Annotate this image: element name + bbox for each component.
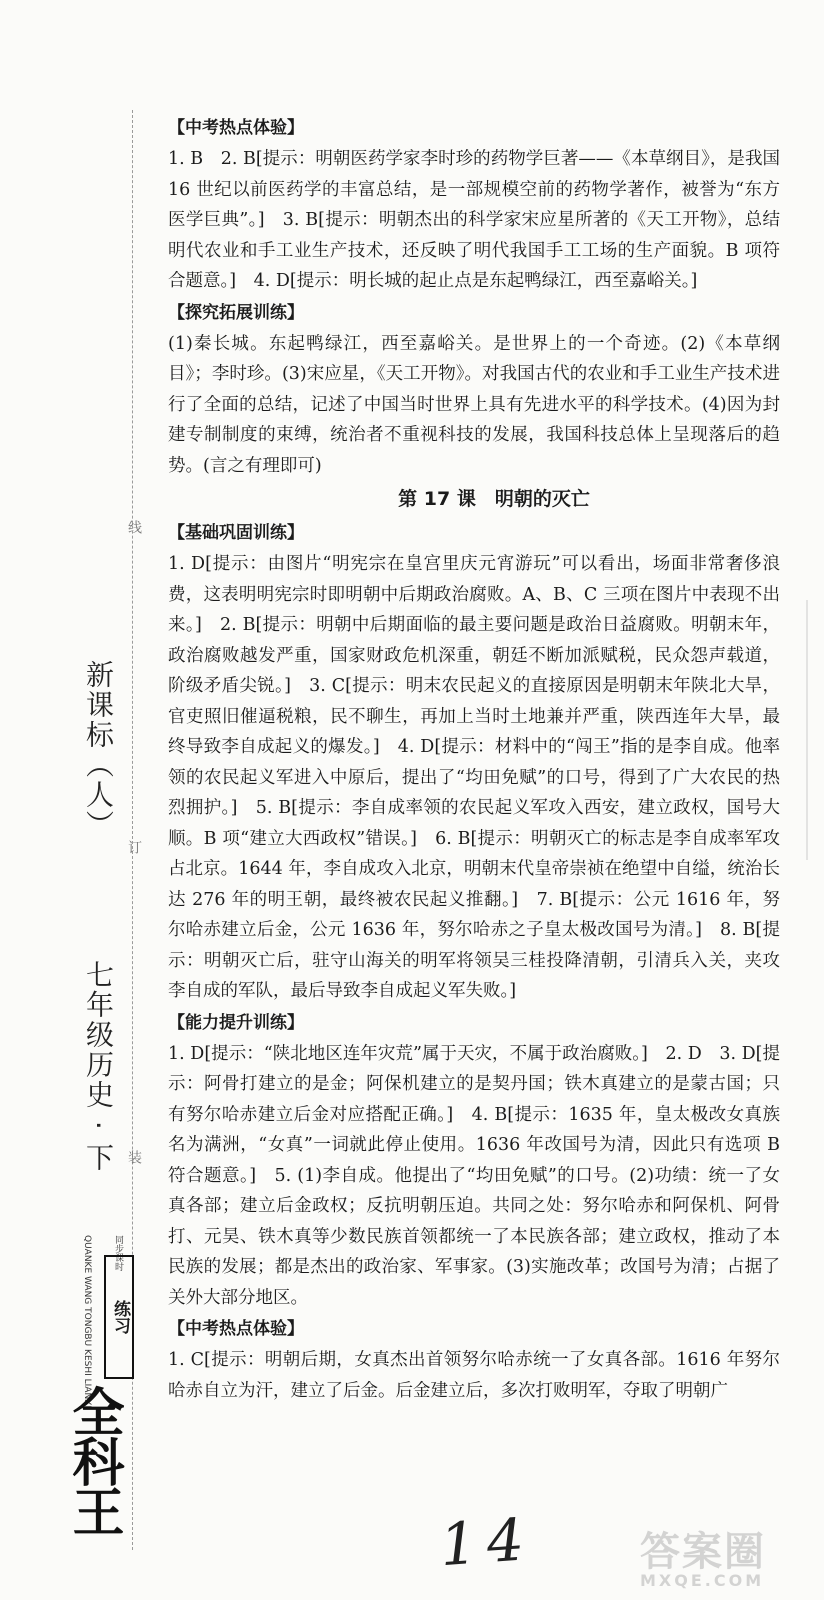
subject-title: 七年级历史 · 下 [82, 960, 115, 1173]
section-heading: 【中考热点体验】 [168, 1319, 304, 1339]
watermark-sub: MXQE.COM [640, 1571, 765, 1590]
section-body: 1. C[提示：明朝后期，女真杰出首领努尔哈赤统一了女真各部。1616 年努尔哈赤自立为汗，建立了后金。后金建立后，多次打败明军，夺取了明朝广 [168, 1350, 780, 1401]
section-body: 1. D[提示：由图片“明宪宗在皇宫里庆元宵游玩”可以看出，场面非常奢侈浪费，这表明明宪宗时即明朝中后期政治腐败。A、B、C 三项在图片中表现不出来。] 2. B[提示：明朝中后期面临的最主要问题是政治日益腐败。明朝末年，政治腐败越发严重，国家财政危机深重，朝廷不断加派赋税，民众怨声载道，阶级矛盾尖锐。] 3. C[提示：明末农民起义的直接原因是明朝末年陕北大旱，官吏照旧催逼税粮，民不聊生，再加上当时土地兼并严重，陕西连年大旱，最终导致李自成起义的爆发。] 4. D[提示：材料中的“闯王”指的是李自成。他率领的农民起义军进入中原后，提出了“均田免赋”的口号，得到了广大农民的热烈拥护。] 5. B[提示：李自成率领的农民起义军攻入西安，建立政权，国号大顺。B 项“建立大西政权”错误。] 6. B[提示：明朝灭亡的标志是李自成率军攻占北京。1644 年，李自成攻入北京，明朝末代皇帝崇祯在绝望中自缢，统治长达 276 年的明王朝，最终被农民起义推翻。] 7. B[提示：公元 1616 年，努尔哈赤建立后金，公元 1636 年，努尔哈赤之子皇太极改国号为清。] 8. B[提示：明朝灭亡后，驻守山海关的明军将领吴三桂投降清朝，引清兵入关，夹攻李自成的军队，最后导致李自成起义军失败。] [168, 554, 780, 1001]
section-body: (1)秦长城。东起鸭绿江，西至嘉峪关。是世界上的一个奇迹。(2)《本草纲目》；李时珍。(3)宋应星，《天工开物》。对我国古代的农业和手工业生产技术进行了全面的总结，记述了中国当时世界上具有先进水平的科学技术。(4)因为封建专制制度的束缚，统治者不重视科技的发展，我国科技总体上呈现落后的趋势。(言之有理即可) [168, 333, 780, 476]
section-heading: 【能力提升训练】 [168, 1012, 304, 1033]
watermark-main: 答案圈 [640, 1529, 766, 1575]
logo-pinyin: QUANKE WANG TONGBU KESHI LIANXI [82, 1235, 92, 1409]
publisher-logo [54, 1225, 134, 1580]
logo-main-text: 全科王 [63, 1385, 123, 1535]
binding-mark-order: 订 [126, 840, 142, 854]
binding-mark-line: 线 [126, 520, 142, 534]
answer-content [168, 112, 780, 1406]
scan-edge-artifact [806, 600, 824, 860]
binding-mark-bind: 装 [126, 1150, 142, 1164]
section-heading: 【基础巩固训练】 [168, 523, 304, 543]
lesson-title: 第 17 课 明朝的灭亡 [398, 488, 590, 510]
section-heading: 【中考热点体验】 [168, 118, 304, 138]
logo-box-text: 练习 [104, 1255, 134, 1379]
logo-small-text: 同步课时 [113, 1235, 123, 1271]
section-body: 1. B 2. B[提示：明朝医药学家李时珍的药物学巨著——《本草纲目》，是我国 16 世纪以前医药学的丰富总结，是一部规模空前的药物学著作，被誉为“东方医学巨典”。] 3. B[提示：明朝杰出的科学家宋应星所著的《天工开物》，总结明代农业和手工业生产技术，还反映了明代我国手工工场的生产面貌。B 项符合题意。] 4. D[提示：明长城的起止点是东起鸭绿江，西至嘉峪关。] [168, 149, 780, 291]
handwritten-page-number: 14 [437, 1504, 537, 1580]
site-watermark [640, 1520, 810, 1592]
series-title: 新课标（人） [82, 660, 115, 840]
section-body: 1. D[提示：“陕北地区连年灾荒”属于天灾，不属于政治腐败。] 2. D 3. D[提示：阿骨打建立的是金；阿保机建立的是契丹国；铁木真建立的是蒙古国；只有努尔哈赤建立后金对应搭配正确。] 4. B[提示：1635 年，皇太极改女真族名为满洲，“女真”一词就此停止使用。1636 年改国号为清，因此只有选项 B 符合题意。] 5. (1)李自成。他提出了“均田免赋”的口号。(2)功绩：统一了女真各部；建立后金政权；反抗明朝压迫。共同之处：努尔哈赤和阿保机、阿骨打、元昊、铁木真等少数民族首领都统一了本民族各部；建立政权，推动了本民族的发展；都是杰出的政治家、军事家。(3)实施改革；改国号为清；占据了关外大部分地区。 [168, 1043, 780, 1308]
binding-spine [0, 0, 160, 1600]
section-heading: 【探究拓展训练】 [168, 302, 304, 323]
